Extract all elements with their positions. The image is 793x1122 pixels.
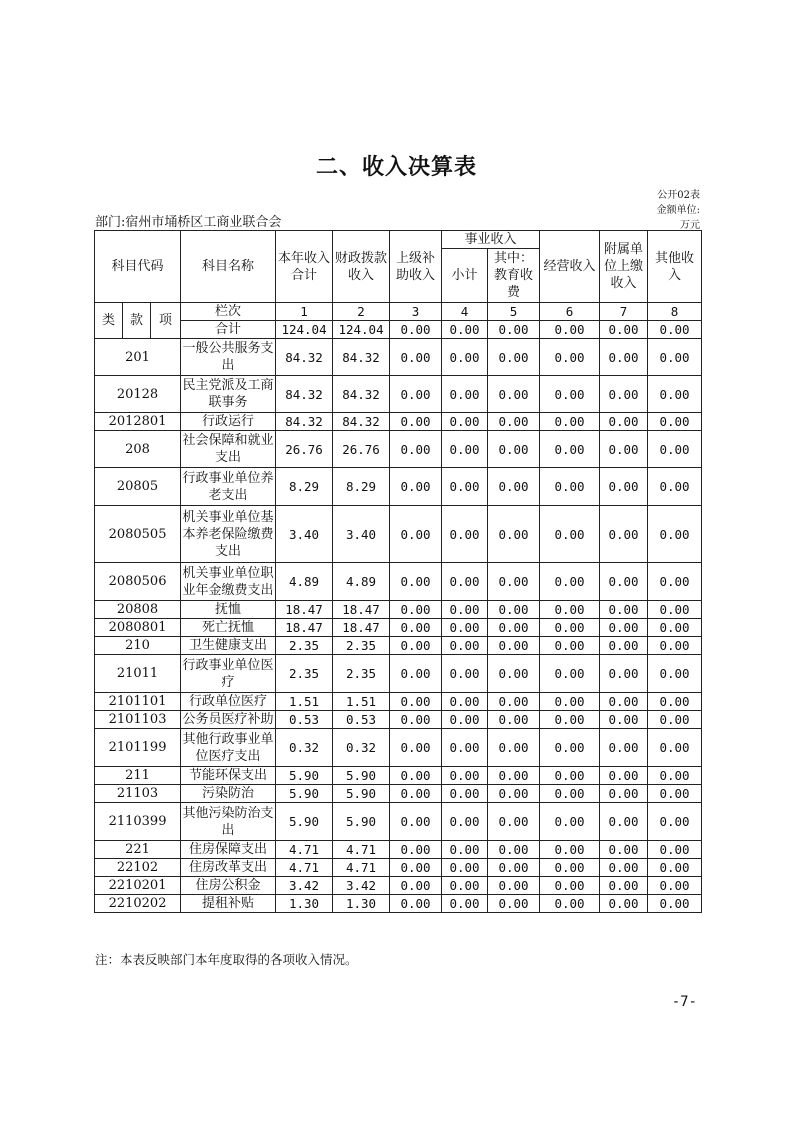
row-value: 0.00: [442, 637, 488, 655]
row-value: 0.00: [390, 655, 442, 693]
row-value: 5.90: [276, 767, 333, 785]
table-row: [95, 619, 702, 637]
row-value: 0.00: [390, 767, 442, 785]
department-label: 部门:宿州市埇桥区工商业联合会: [95, 215, 282, 230]
row-name: 行政单位医疗: [181, 693, 276, 711]
row-value: 0.00: [488, 506, 540, 563]
row-name: 其他污染防治支出: [181, 803, 276, 841]
row-value: 0.00: [540, 767, 600, 785]
row-value: 3.42: [333, 877, 390, 895]
row-value: 0.00: [390, 877, 442, 895]
row-value: 1.30: [276, 895, 333, 913]
col-number: 6: [540, 303, 600, 321]
header-c4: 小计: [442, 249, 488, 303]
row-value: 84.32: [276, 339, 333, 376]
row-value: 0.00: [540, 693, 600, 711]
row-value: 0.00: [442, 877, 488, 895]
table-row: [95, 601, 702, 619]
row-value: 18.47: [333, 601, 390, 619]
unit-value: 万元: [680, 220, 700, 231]
table-row: [95, 376, 702, 413]
table-row: [95, 711, 702, 729]
row-value: 0.00: [390, 711, 442, 729]
row-value: 0.00: [540, 785, 600, 803]
row-value: 0.00: [390, 413, 442, 431]
row-value: 0.00: [390, 619, 442, 637]
row-value: 3.42: [276, 877, 333, 895]
row-name: 机关事业单位基本养老保险缴费支出: [181, 506, 276, 563]
row-value: 0.00: [442, 339, 488, 376]
row-value: 0.00: [488, 637, 540, 655]
row-value: 0.00: [600, 693, 648, 711]
row-code: 20805: [95, 468, 181, 506]
row-value: 0.00: [442, 693, 488, 711]
row-code: 22102: [95, 859, 181, 877]
col-number: 2: [333, 303, 390, 321]
table-row: [95, 895, 702, 913]
row-value: 0.32: [276, 729, 333, 767]
row-value: 0.00: [488, 563, 540, 601]
row-value: 0.00: [390, 693, 442, 711]
header-lei: 类: [95, 303, 123, 339]
row-value: 0.00: [648, 693, 702, 711]
row-value: 0.00: [488, 376, 540, 413]
row-code: 2210202: [95, 895, 181, 913]
page-title: 二、收入决算表: [315, 155, 477, 180]
row-value: 0.00: [390, 785, 442, 803]
row-value: 8.29: [276, 468, 333, 506]
row-value: 0.00: [648, 468, 702, 506]
header-c6: 经营收入: [540, 231, 600, 303]
row-value: 0.00: [600, 803, 648, 841]
row-value: 0.00: [600, 841, 648, 859]
row-value: 0.00: [648, 655, 702, 693]
row-value: 0.00: [600, 468, 648, 506]
row-value: 0.00: [540, 468, 600, 506]
row-value: 0.00: [600, 601, 648, 619]
row-value: 0.00: [648, 877, 702, 895]
total-value: 124.04: [333, 321, 390, 339]
row-value: 2.35: [276, 655, 333, 693]
row-value: 0.00: [600, 859, 648, 877]
row-name: 公务员医疗补助: [182, 712, 274, 727]
col-number: 8: [648, 303, 702, 321]
form-number: 公开02表: [657, 190, 700, 201]
row-value: 0.00: [390, 895, 442, 913]
row-value: 0.00: [442, 767, 488, 785]
row-code: 2210201: [95, 877, 181, 895]
row-value: 0.00: [488, 431, 540, 468]
row-value: 4.71: [333, 859, 390, 877]
row-code: 2080506: [95, 563, 181, 601]
row-value: 4.89: [333, 563, 390, 601]
row-value: 0.00: [390, 841, 442, 859]
page-number: -7-: [671, 994, 697, 1010]
row-value: 0.00: [442, 803, 488, 841]
total-value: 0.00: [390, 321, 442, 339]
total-value: 0.00: [600, 321, 648, 339]
row-value: 0.00: [648, 601, 702, 619]
row-value: 0.00: [600, 563, 648, 601]
row-value: 2.35: [333, 637, 390, 655]
row-value: 4.89: [276, 563, 333, 601]
row-code: 2080801: [95, 619, 181, 637]
row-name: 污染防治: [181, 785, 276, 803]
row-value: 0.00: [648, 803, 702, 841]
row-value: 84.32: [333, 413, 390, 431]
row-code: 2101101: [95, 693, 181, 711]
row-name: 死亡抚恤: [181, 619, 276, 637]
row-value: 0.00: [600, 413, 648, 431]
row-name: 住房保障支出: [181, 841, 276, 859]
row-value: 0.00: [600, 711, 648, 729]
row-value: 0.00: [390, 431, 442, 468]
header-name: 科目名称: [181, 231, 276, 303]
header-c3: 上级补助收入: [390, 231, 442, 303]
header-lanci: 栏次: [181, 303, 276, 321]
row-value: 0.00: [648, 506, 702, 563]
row-value: 0.00: [390, 637, 442, 655]
row-value: 0.00: [600, 619, 648, 637]
table-row: [95, 767, 702, 785]
row-value: 0.00: [488, 711, 540, 729]
row-value: 0.00: [488, 803, 540, 841]
table-row: [95, 339, 702, 376]
header-c8: 其他收入: [648, 231, 702, 303]
row-value: 0.00: [648, 339, 702, 376]
row-value: 0.00: [648, 637, 702, 655]
row-value: 0.00: [540, 637, 600, 655]
row-value: 0.00: [540, 877, 600, 895]
row-name: 卫生健康支出: [181, 637, 276, 655]
row-value: 0.00: [442, 376, 488, 413]
total-value: 0.00: [488, 321, 540, 339]
row-value: 0.00: [442, 619, 488, 637]
row-code: 2110399: [95, 803, 181, 841]
row-code: 208: [95, 431, 181, 468]
row-value: 0.00: [442, 506, 488, 563]
row-value: 0.00: [540, 655, 600, 693]
row-value: 0.00: [648, 431, 702, 468]
row-code: 210: [95, 637, 181, 655]
row-value: 0.00: [540, 506, 600, 563]
row-value: 0.00: [442, 431, 488, 468]
table-row: [95, 637, 702, 655]
row-value: 0.00: [488, 468, 540, 506]
row-value: 0.00: [442, 729, 488, 767]
row-value: 0.00: [600, 785, 648, 803]
header-kuan: 款: [123, 303, 151, 339]
row-value: 0.00: [648, 767, 702, 785]
row-name: 节能环保支出: [181, 767, 276, 785]
row-value: 0.00: [540, 895, 600, 913]
row-name: 机关事业单位职业年金缴费支出: [181, 563, 276, 601]
row-value: 0.00: [540, 729, 600, 767]
row-value: 0.00: [648, 413, 702, 431]
row-value: 0.00: [488, 693, 540, 711]
row-value: 18.47: [276, 601, 333, 619]
row-value: 0.00: [540, 859, 600, 877]
table-row: [95, 859, 702, 877]
header-code: 科目代码: [95, 231, 181, 303]
row-value: 5.90: [333, 803, 390, 841]
col-number: 5: [488, 303, 540, 321]
row-value: 0.32: [333, 729, 390, 767]
row-value: 0.00: [488, 601, 540, 619]
row-value: 0.00: [600, 767, 648, 785]
row-value: 5.90: [276, 785, 333, 803]
total-value: 0.00: [442, 321, 488, 339]
table-row: [95, 693, 702, 711]
row-value: 0.00: [600, 655, 648, 693]
row-name: 抚恤: [181, 601, 276, 619]
row-value: 84.32: [276, 413, 333, 431]
row-value: 0.00: [390, 563, 442, 601]
header-c5: 其中：教育收费: [488, 249, 540, 303]
row-value: 5.90: [333, 785, 390, 803]
row-code: 21011: [95, 655, 181, 693]
row-value: 0.00: [488, 619, 540, 637]
row-value: 2.35: [276, 637, 333, 655]
table-row: [95, 468, 702, 506]
row-value: 26.76: [333, 431, 390, 468]
row-code: 20808: [95, 601, 181, 619]
header-shiye: 事业收入: [442, 231, 540, 249]
row-value: 0.00: [600, 877, 648, 895]
row-value: 0.00: [540, 803, 600, 841]
row-value: 1.51: [276, 693, 333, 711]
row-value: 0.00: [488, 655, 540, 693]
row-value: 0.00: [488, 785, 540, 803]
row-value: 0.00: [488, 339, 540, 376]
total-value: 0.00: [648, 321, 702, 339]
col-number: 3: [390, 303, 442, 321]
row-value: 0.00: [540, 619, 600, 637]
col-number: 1: [276, 303, 333, 321]
row-value: 0.00: [488, 877, 540, 895]
row-code: 2012801: [95, 413, 181, 431]
row-value: 0.00: [648, 841, 702, 859]
row-value: 0.00: [600, 729, 648, 767]
header-c2: 财政拨款收入: [333, 231, 390, 303]
row-value: 1.51: [333, 693, 390, 711]
row-name: 行政事业单位养老支出: [181, 468, 276, 506]
row-value: 0.00: [390, 339, 442, 376]
row-code: 20128: [95, 376, 181, 413]
row-value: 0.00: [648, 563, 702, 601]
row-code: 21103: [95, 785, 181, 803]
row-value: 0.00: [488, 895, 540, 913]
row-value: 0.00: [390, 803, 442, 841]
header-xiang: 项: [151, 303, 181, 339]
row-code: 201: [95, 339, 181, 376]
row-value: 0.00: [648, 711, 702, 729]
row-value: 0.00: [442, 711, 488, 729]
row-value: 0.00: [488, 859, 540, 877]
row-value: 0.00: [648, 859, 702, 877]
row-value: 18.47: [276, 619, 333, 637]
row-value: 26.76: [276, 431, 333, 468]
row-value: 0.00: [540, 601, 600, 619]
row-code: 211: [95, 767, 181, 785]
row-value: 0.00: [390, 376, 442, 413]
row-name: 民主党派及工商联事务: [181, 376, 276, 413]
row-code: 2080505: [95, 506, 181, 563]
row-name: 社会保障和就业支出: [181, 431, 276, 468]
row-value: 5.90: [276, 803, 333, 841]
row-value: 0.00: [390, 601, 442, 619]
row-code: 2101199: [95, 729, 181, 767]
row-value: 0.00: [648, 729, 702, 767]
total-value: 0.00: [540, 321, 600, 339]
row-value: 0.00: [600, 637, 648, 655]
row-value: 84.32: [276, 376, 333, 413]
table-row: [95, 563, 702, 601]
row-value: 84.32: [333, 376, 390, 413]
row-name: 行政事业单位医疗: [181, 655, 276, 693]
row-value: 84.32: [333, 339, 390, 376]
table-row: [95, 413, 702, 431]
row-value: 0.00: [648, 785, 702, 803]
row-value: 4.71: [276, 841, 333, 859]
table-row: [95, 431, 702, 468]
row-name: 一般公共服务支出: [181, 339, 276, 376]
row-value: 0.00: [488, 841, 540, 859]
table-body: [95, 339, 702, 913]
table-row: [95, 506, 702, 563]
row-value: 0.00: [442, 601, 488, 619]
total-value: 124.04: [276, 321, 333, 339]
col-number: 4: [442, 303, 488, 321]
total-label: 合计: [181, 321, 276, 339]
row-value: 0.53: [276, 711, 333, 729]
row-value: 8.29: [333, 468, 390, 506]
row-value: 0.00: [648, 895, 702, 913]
row-value: 2.35: [333, 655, 390, 693]
table-row: [95, 729, 702, 767]
row-code: 221: [95, 841, 181, 859]
row-value: 0.00: [390, 506, 442, 563]
row-value: 0.00: [540, 376, 600, 413]
table-row: [95, 803, 702, 841]
unit-label: 金额单位:: [656, 205, 700, 216]
row-value: 4.71: [276, 859, 333, 877]
row-value: 1.30: [333, 895, 390, 913]
row-value: 0.00: [540, 563, 600, 601]
row-value: 0.00: [540, 841, 600, 859]
row-value: 0.00: [442, 563, 488, 601]
income-table: [94, 230, 702, 913]
header-c7: 附属单位上缴收入: [600, 231, 648, 303]
row-value: 0.00: [442, 895, 488, 913]
row-value: 0.53: [333, 711, 390, 729]
row-value: 0.00: [488, 767, 540, 785]
row-value: 0.00: [600, 339, 648, 376]
row-name: 住房改革支出: [181, 859, 276, 877]
row-value: 0.00: [442, 841, 488, 859]
row-name: 其他行政事业单位医疗支出: [181, 729, 276, 767]
row-value: 0.00: [442, 655, 488, 693]
col-number: 7: [600, 303, 648, 321]
row-value: 0.00: [600, 431, 648, 468]
table-row: [95, 877, 702, 895]
row-value: 0.00: [600, 895, 648, 913]
row-value: 0.00: [442, 468, 488, 506]
row-value: 0.00: [442, 785, 488, 803]
row-value: 0.00: [488, 413, 540, 431]
row-value: 0.00: [540, 431, 600, 468]
row-value: 0.00: [442, 413, 488, 431]
row-value: 0.00: [488, 729, 540, 767]
row-name: 住房公积金: [181, 877, 276, 895]
row-value: 18.47: [333, 619, 390, 637]
row-name: 行政运行: [181, 413, 276, 431]
table-note: 注：本表反映部门本年度取得的各项收入情况。: [95, 952, 358, 967]
header-c1: 本年收入合计: [276, 231, 333, 303]
row-value: 0.00: [648, 619, 702, 637]
row-value: 0.00: [390, 468, 442, 506]
row-value: 0.00: [540, 339, 600, 376]
row-value: 3.40: [333, 506, 390, 563]
row-value: 0.00: [540, 711, 600, 729]
table-row: [95, 655, 702, 693]
row-value: 0.00: [540, 413, 600, 431]
row-value: 0.00: [442, 859, 488, 877]
row-value: 4.71: [333, 841, 390, 859]
row-name: 提租补贴: [181, 895, 276, 913]
row-code: 2101103: [95, 711, 181, 729]
row-value: 0.00: [600, 376, 648, 413]
row-value: 0.00: [390, 859, 442, 877]
row-value: 0.00: [390, 729, 442, 767]
table-row: [95, 785, 702, 803]
row-value: 5.90: [333, 767, 390, 785]
row-value: 0.00: [648, 376, 702, 413]
row-value: 0.00: [600, 506, 648, 563]
table-row: [95, 841, 702, 859]
row-value: 3.40: [276, 506, 333, 563]
